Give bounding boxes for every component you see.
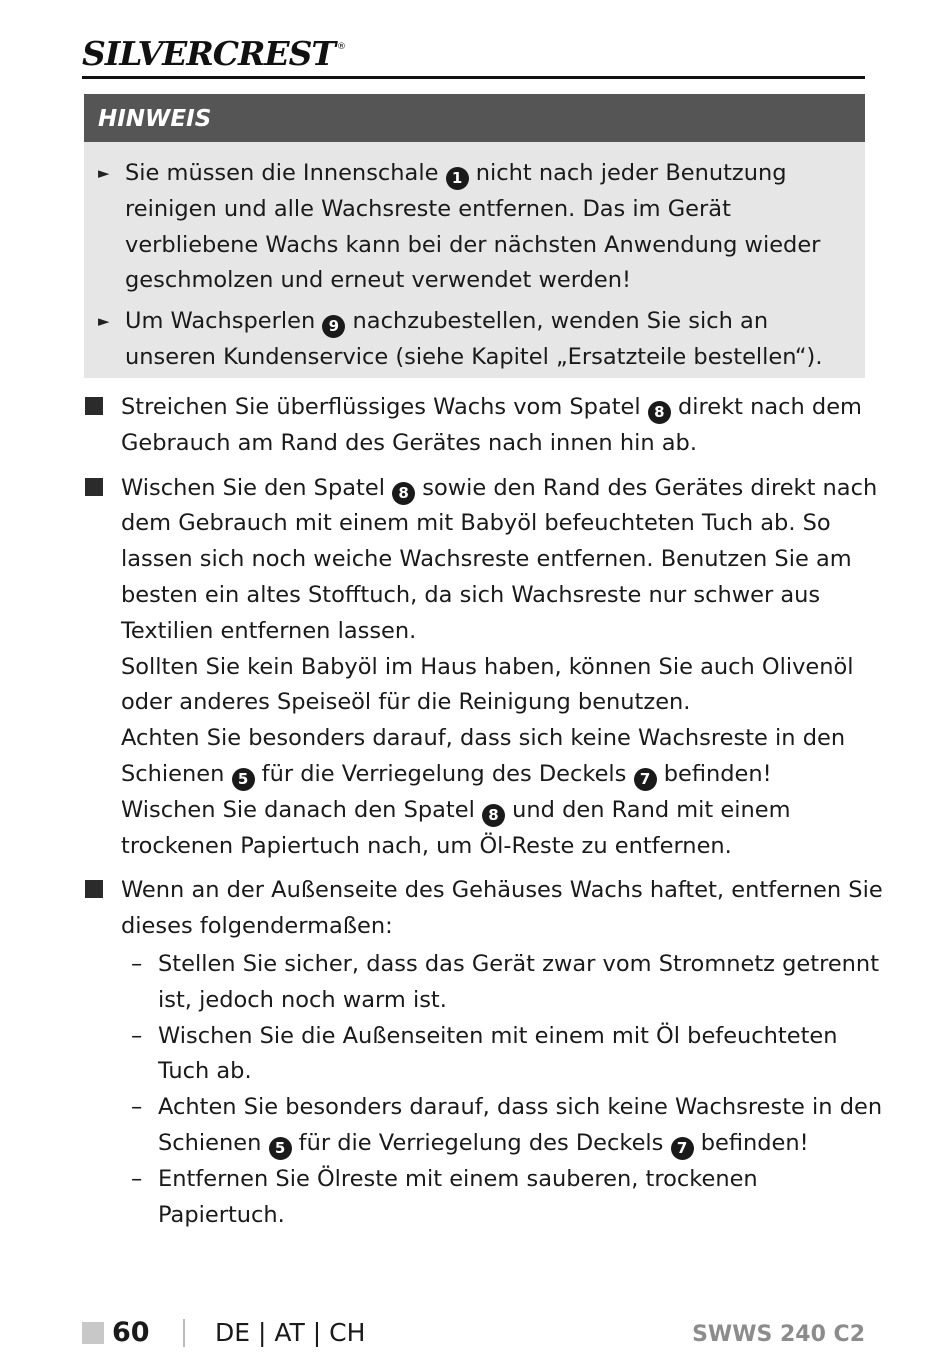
- square-bullet-icon: [85, 880, 103, 898]
- instruction-list: [84, 390, 884, 1242]
- note-title: HINWEIS: [84, 94, 865, 142]
- sub-item-text: Achten Sie besonders darauf, dass sich keine Wachsreste in den Schienen: [158, 1094, 883, 1156]
- square-bullet-icon: [85, 478, 103, 496]
- part-number-badge: 8: [648, 401, 671, 424]
- paragraph: [121, 793, 884, 865]
- part-number-badge: 8: [482, 804, 505, 827]
- note-item: [98, 304, 845, 376]
- part-number-badge: 5: [232, 768, 255, 791]
- item-text: sowie den Rand des Gerätes direkt nach dem Gebrauch mit einem mit Babyöl befeuchteten Tuch ab. So lassen sich noch weiche Wachsreste entfernen. Benutzen Sie am besten ein altes Stofftuch, da sich Wachsreste nur schwer aus Textilien entfernen lassen.: [121, 474, 878, 644]
- sub-list-item: [121, 1090, 884, 1162]
- right-triangle-icon: ►: [98, 164, 110, 182]
- sub-item-text: Entfernen Sie Ölreste mit einem sauberen, trockenen Papiertuch.: [158, 1165, 758, 1228]
- brand-logo: [82, 26, 346, 82]
- model-number: SWWS 240 C2: [692, 1322, 865, 1347]
- sub-item-text: befinden!: [693, 1129, 809, 1156]
- country-codes: DE | AT | CH: [215, 1318, 366, 1347]
- item-text: und den Rand mit einem trockenen Papiertuch nach, um Öl-Reste zu entfernen.: [121, 796, 791, 859]
- note-text: nicht nach jeder Benutzung reinigen und alle Wachsreste entfernen. Das im Gerät verbliebene Wachs kann bei der nächsten Anwendung wieder geschmolzen und erneut verwendet werden!: [125, 160, 821, 294]
- page-number: 60: [112, 1317, 150, 1348]
- registered-mark: ®: [336, 42, 346, 52]
- dash-marker: –: [131, 1165, 143, 1192]
- item-text: Streichen Sie überflüssiges Wachs vom Spatel: [121, 394, 648, 420]
- item-text: Wenn an der Außenseite des Gehäuses Wachs haftet, entfernen Sie dieses folgendermaßen:: [121, 877, 883, 940]
- note-item: [98, 156, 845, 299]
- note-text: nachzubestellen, wenden Sie sich an unseren Kundenservice (siehe Kapitel „Ersatzteile bestellen“).: [125, 308, 823, 370]
- part-number-badge: 9: [322, 315, 345, 338]
- list-item: [84, 471, 884, 865]
- list-item: [84, 390, 884, 462]
- sub-list-item: [121, 1162, 884, 1234]
- part-number-badge: 8: [392, 482, 415, 505]
- dash-marker: –: [131, 1022, 143, 1049]
- page-footer: [82, 1314, 865, 1354]
- sub-list-item: [121, 947, 884, 1019]
- right-triangle-icon: ►: [98, 312, 110, 331]
- item-text: für die Verriegelung des Deckels: [254, 760, 634, 787]
- paragraph: [121, 471, 884, 650]
- dash-marker: –: [131, 1094, 143, 1121]
- list-item: [84, 873, 884, 1233]
- note-text: Sie müssen die Innenschale: [125, 160, 446, 186]
- sub-item-text: Wischen Sie die Außenseiten mit einem mit Öl befeuchteten Tuch ab.: [158, 1022, 838, 1085]
- footer-divider: [183, 1319, 185, 1347]
- item-text: direkt nach dem Gebrauch am Rand des Gerätes nach innen hin ab.: [121, 394, 862, 456]
- header-rule: [82, 76, 865, 79]
- sub-list: [121, 947, 884, 1233]
- brand-name: SILVERCREST: [82, 34, 335, 73]
- dash-marker: –: [131, 950, 143, 977]
- sub-item-text: für die Verriegelung des Deckels: [291, 1129, 671, 1156]
- part-number-badge: 7: [671, 1137, 694, 1160]
- paragraph: [121, 721, 884, 793]
- item-text: Wischen Sie danach den Spatel: [121, 796, 482, 823]
- item-text: befinden!: [656, 760, 772, 787]
- square-bullet-icon: [85, 397, 103, 415]
- sub-item-text: Stellen Sie sicher, dass das Gerät zwar vom Stromnetz getrennt ist, jedoch noch warm ist.: [158, 950, 880, 1013]
- part-number-badge: 7: [634, 768, 657, 791]
- note-box: [84, 142, 865, 378]
- footer-square-icon: [82, 1322, 104, 1344]
- paragraph: Sollten Sie kein Babyöl im Haus haben, können Sie auch Olivenöl oder anderes Speiseöl für die Reinigung benutzen.: [121, 653, 854, 716]
- part-number-badge: 5: [269, 1137, 292, 1160]
- part-number-badge: 1: [446, 167, 469, 190]
- note-text: Um Wachsperlen: [125, 308, 323, 335]
- item-text: Achten Sie besonders darauf, dass sich keine Wachsreste in den Schienen: [121, 725, 846, 787]
- sub-list-item: [121, 1019, 884, 1091]
- item-text: Wischen Sie den Spatel: [121, 474, 393, 501]
